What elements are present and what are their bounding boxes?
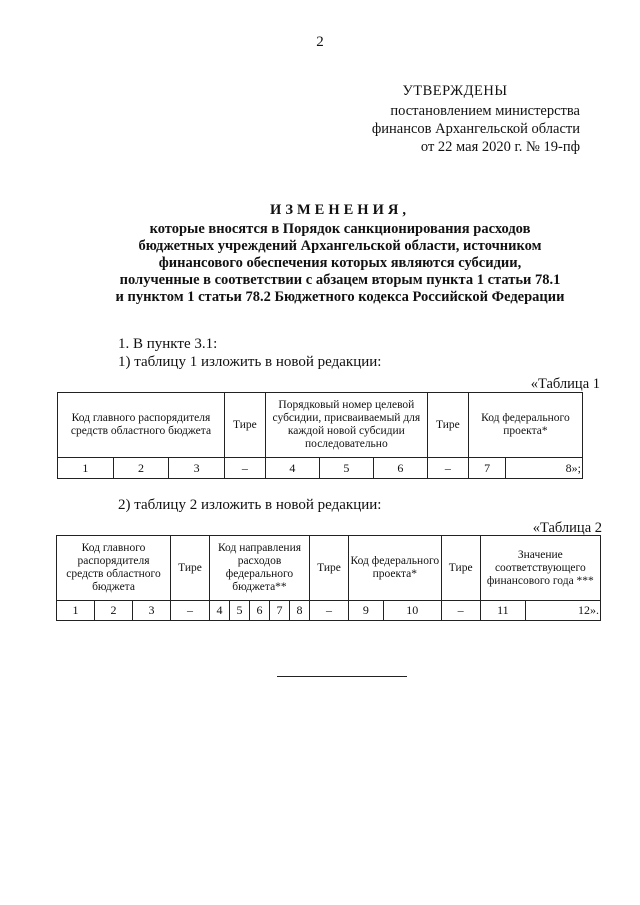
- table-2-cell: 3: [133, 601, 171, 621]
- table-1-header-cell: Тире: [427, 393, 468, 458]
- table-1-header-cell: Тире: [224, 393, 265, 458]
- table-1-number-row: [58, 458, 583, 479]
- table-1-cell: 1: [58, 458, 114, 479]
- heading-title: ИЗМЕНЕНИЯ,: [270, 202, 410, 218]
- heading-line-3: финансового обеспечения которых являются субсидии,: [158, 255, 522, 271]
- table-1-cell: 2: [113, 458, 169, 479]
- table-2-cell: 11: [480, 601, 525, 621]
- approval-line-1: постановлением министерства: [390, 103, 580, 119]
- table-1-cell: –: [427, 458, 468, 479]
- table-1-header-cell: Код главного распорядителя средств областного бюджета: [58, 393, 225, 458]
- table-2-cell: 10: [383, 601, 441, 621]
- heading-line-2: бюджетных учреждений Архангельской области, источником: [138, 238, 542, 254]
- table-1-cell: 5: [319, 458, 373, 479]
- item-1: 1. В пункте 3.1:: [118, 336, 218, 352]
- table-2-cell: 7: [269, 601, 289, 621]
- heading-line-5: и пунктом 1 статьи 78.2 Бюджетного кодекса Российской Федерации: [115, 289, 565, 305]
- table-1-caption: «Таблица 1: [530, 376, 600, 392]
- page-number: 2: [316, 34, 324, 50]
- table-2-cell: 9: [348, 601, 383, 621]
- table-1-header-cell: Порядковый номер целевой субсидии, присваиваемый для каждой новой субсидии последовательно: [265, 393, 427, 458]
- approval-block: [330, 82, 580, 156]
- table-1: [57, 392, 583, 479]
- table-2-cell: –: [309, 601, 348, 621]
- table-2-header-cell: Код главного распорядителя средств областного бюджета: [57, 536, 171, 601]
- item-1-sub-2: 2) таблицу 2 изложить в новой редакции:: [118, 497, 382, 513]
- table-2-header-cell: Тире: [441, 536, 480, 601]
- table-2-cell: 5: [230, 601, 250, 621]
- table-1-header-row: [58, 393, 583, 458]
- table-1-cell: –: [224, 458, 265, 479]
- table-2-cell: –: [171, 601, 210, 621]
- table-2-cell: 2: [95, 601, 133, 621]
- table-2-cell: 6: [249, 601, 269, 621]
- table-2-header-cell: Код федерального проекта*: [348, 536, 441, 601]
- document-heading: [60, 202, 620, 306]
- table-1-cell: 8»;: [506, 458, 583, 479]
- table-1-cell: 4: [265, 458, 319, 479]
- approval-line-2: финансов Архангельской области: [371, 121, 580, 137]
- table-2-header-cell: Значение соответствующего финансового года ***: [480, 536, 600, 601]
- closing-rule: [277, 676, 407, 677]
- table-1-header-cell: Код федерального проекта*: [468, 393, 582, 458]
- table-1-cell: 3: [169, 458, 225, 479]
- table-2-cell: –: [441, 601, 480, 621]
- table-2-cell: 12».: [526, 601, 601, 621]
- heading-line-1: которые вносятся в Порядок санкционирования расходов: [149, 221, 531, 237]
- table-2-cell: 8: [289, 601, 309, 621]
- approval-line-3: от 22 мая 2020 г. № 19-пф: [420, 139, 580, 155]
- heading-line-4: полученные в соответствии с абзацем вторым пункта 1 статьи 78.1: [119, 272, 561, 288]
- table-2-header-cell: Код направления расходов федерального бюджета**: [210, 536, 310, 601]
- table-2-cell: 4: [210, 601, 230, 621]
- table-2-header-cell: Тире: [309, 536, 348, 601]
- table-2-cell: 1: [57, 601, 95, 621]
- approval-title: УТВЕРЖДЕНЫ: [402, 83, 508, 99]
- table-1-cell: 6: [373, 458, 427, 479]
- table-1-cell: 7: [468, 458, 506, 479]
- table-2: [56, 535, 601, 621]
- table-2-caption: «Таблица 2: [532, 520, 602, 536]
- table-2-header-row: [57, 536, 601, 601]
- item-1-sub-1: 1) таблицу 1 изложить в новой редакции:: [118, 354, 382, 370]
- table-2-header-cell: Тире: [171, 536, 210, 601]
- table-2-number-row: [57, 601, 601, 621]
